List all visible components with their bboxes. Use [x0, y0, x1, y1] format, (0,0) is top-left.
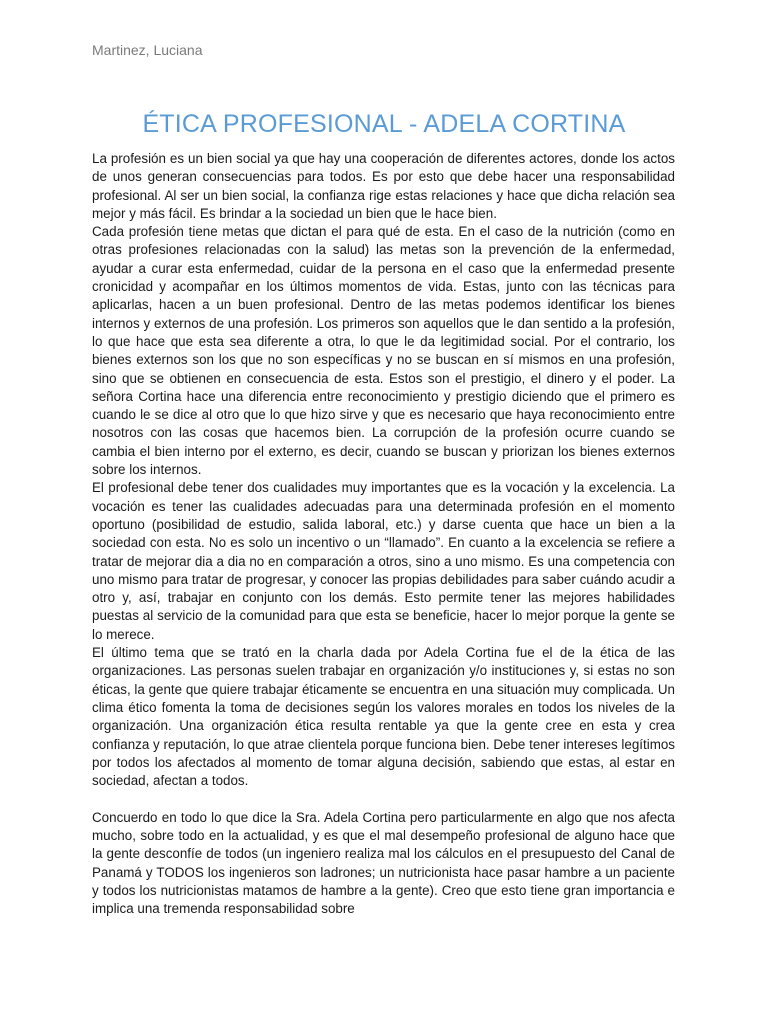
- paragraph-2: Cada profesión tiene metas que dictan el para qué de esta. En el caso de la nutrición (como en otras profesiones relacionadas con la salud) las metas son la prevención de la enfermedad, ayudar a curar esta enfermedad, cuidar de la persona en el caso que la enfermedad presente cronicidad y acompañar en los últimos momentos de vida. Estas, junto con las técnicas para aplicarlas, hacen a un buen profesional. Dentro de las metas podemos identificar los bienes internos y externos de una profesión. Los primeros son aquellos que le dan sentido a la profesión, lo que hace que esta sea diferente a otra, lo que le da legitimidad social. Por el contrario, los bienes externos son los que no son específicas y no se buscan en sí mismos en una profesión, sino que se obtienen en consecuencia de esta. Estos son el prestigio, el dinero y el poder. La señora Cortina hace una diferencia entre reconocimiento y prestigio diciendo que el primero es cuando le se dice al otro que lo que hizo sirve y que es necesario que haya reconocimiento entre nosotros con las cosas que hacemos bien. La corrupción de la profesión ocurre cuando se cambia el bien interno por el externo, es decir, cuando se buscan y priorizan los bienes externos sobre los internos.: [92, 224, 675, 478]
- author-name: Martinez, Luciana: [92, 42, 203, 58]
- paragraph-1: La profesión es un bien social ya que hay una cooperación de diferentes actores, donde los actos de unos generan consecuencias para todos. Es por esto que debe hacer una responsabilidad profesional. Al ser un bien social, la confianza rige estas relaciones y hace que dicha relación sea mejor y más fácil. Es brindar a la sociedad un bien que le hace bien.: [92, 151, 675, 221]
- paragraph-3: El profesional debe tener dos cualidades muy importantes que es la vocación y la excelencia. La vocación es tener las cualidades adecuadas para una determinada profesión en el momento oportuno (posibilidad de estudio, salida laboral, etc.) y darse cuenta que hace un bien a la sociedad con esta. No es solo un incentivo o un “llamado”. En cuanto a la excelencia se refiere a tratar de mejorar dia a dia no en comparación a otros, sino a uno mismo. Es una competencia con uno mismo para tratar de progresar, y conocer las propias debilidades para saber cuándo acudir a otro y, así, trabajar en conjunto con los demás. Esto permite tener las mejores habilidades puestas al servicio de la comunidad para que esta se beneficie, hacer lo mejor porque la gente se lo merece.: [92, 480, 675, 642]
- paragraph-4: El último tema que se trató en la charla dada por Adela Cortina fue el de la ética de las organizaciones. Las personas suelen trabajar en organización y/o instituciones y, si estas no son éticas, la gente que quiere trabajar éticamente se encuentra en una situación muy complicada. Un clima ético fomenta la toma de decisiones según los valores morales en todos los niveles de la organización. Una organización ética resulta rentable ya que la gente cree en esta y crea confianza y reputación, lo que atrae clientela porque funciona bien. Debe tener intereses legítimos por todos los afectados al momento de tomar alguna decisión, sabiendo que estas, al estar en sociedad, afectan a todos.: [92, 645, 675, 789]
- document-body: [92, 150, 675, 918]
- paragraph-5: Concuerdo en todo lo que dice la Sra. Adela Cortina pero particularmente en algo que nos afecta mucho, sobre todo en la actualidad, y es que el mal desempeño profesional de alguno hace que la gente desconfíe de todos (un ingeniero realiza mal los cálculos en el presupuesto del Canal de Panamá y TODOS los ingenieros son ladrones; un nutricionista hace pasar hambre a un paciente y todos los nutricionistas matamos de hambre a la gente). Creo que esto tiene gran importancia e implica una tremenda responsabilidad sobre: [92, 809, 675, 917]
- document-title: ÉTICA PROFESIONAL - ADELA CORTINA: [142, 110, 626, 138]
